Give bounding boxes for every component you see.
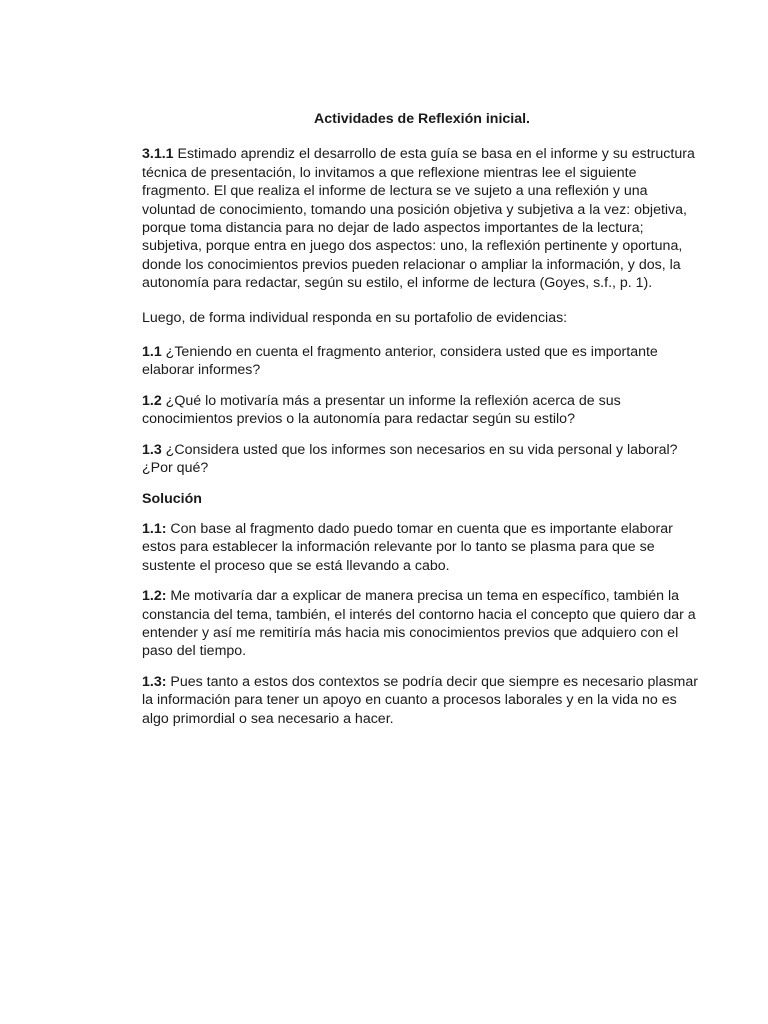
answer-text: Pues tanto a estos dos contextos se podría decir que siempre es necesario plasmar la información para tener un apoyo en cuanto a procesos laborales y en la vida no es algo primordial o sea necesario a hacer. xyxy=(142,673,698,727)
question-number: 1.3 xyxy=(142,441,162,458)
solution-heading: Solución xyxy=(142,490,202,507)
question-text: ¿Teniendo en cuenta el fragmento anterior, considera usted que es importante elaborar informes? xyxy=(142,344,658,379)
answer-text: Me motivaría dar a explicar de manera precisa un tema en específico, también la constancia del tema, también, el interés del contorno hacia el concepto que quiero dar a entender y así me remitiría más hacia mis conocimientos previos que adquiero con el paso del tiempo. xyxy=(142,588,696,660)
question-number: 1.1 xyxy=(142,344,162,361)
answer-1-3 xyxy=(142,673,702,728)
question-number: 1.2 xyxy=(142,392,162,409)
document-page xyxy=(142,110,702,740)
page-title: Actividades de Reflexión inicial. xyxy=(313,111,531,127)
intro-number: 3.1.1 xyxy=(142,146,174,163)
answer-1-1 xyxy=(142,520,702,575)
intro-paragraph xyxy=(142,145,702,292)
answer-1-2 xyxy=(142,587,702,661)
answer-number: 1.1: xyxy=(142,520,167,537)
answer-number: 1.3: xyxy=(142,673,167,690)
question-text: ¿Qué lo motivaría más a presentar un informe la reflexión acerca de sus conocimientos previos o la autonomía para redactar según su estilo? xyxy=(142,392,621,428)
question-1-1 xyxy=(142,343,702,380)
instruction-text: Luego, de forma individual responda en su portafolio de evidencias: xyxy=(142,309,568,326)
intro-text: Estimado aprendiz el desarrollo de esta guía se basa en el informe y su estructura técnica de presentación, lo invitamos a que reflexione mientras lee el siguiente fragmento. El que realiza el informe de lectura se ve sujeto a una reflexión y una voluntad de conocimiento, tomando una posición objetiva y subjetiva a la vez: objetiva, porque toma distancia para no dejar de lado aspectos importantes de la lectura; subjetiva, porque entra en juego dos aspectos: uno, la reflexión pertinente y oportuna, donde los conocimientos previos pueden relacionar o ampliar la información, y dos, la autonomía para redactar, según su estilo, el informe de lectura (Goyes, s.f., p. 1). xyxy=(142,146,695,292)
question-text: ¿Considera usted que los informes son necesarios en su vida personal y laboral? ¿Por qué? xyxy=(142,441,678,477)
answer-number: 1.2: xyxy=(142,588,167,605)
question-1-3 xyxy=(142,441,702,478)
question-1-2 xyxy=(142,392,702,429)
answer-text: Con base al fragmento dado puedo tomar en cuenta que es importante elaborar estos para establecer la información relevante por lo tanto se plasma para que se sustente el proceso que se está llevando a cabo. xyxy=(142,520,673,574)
